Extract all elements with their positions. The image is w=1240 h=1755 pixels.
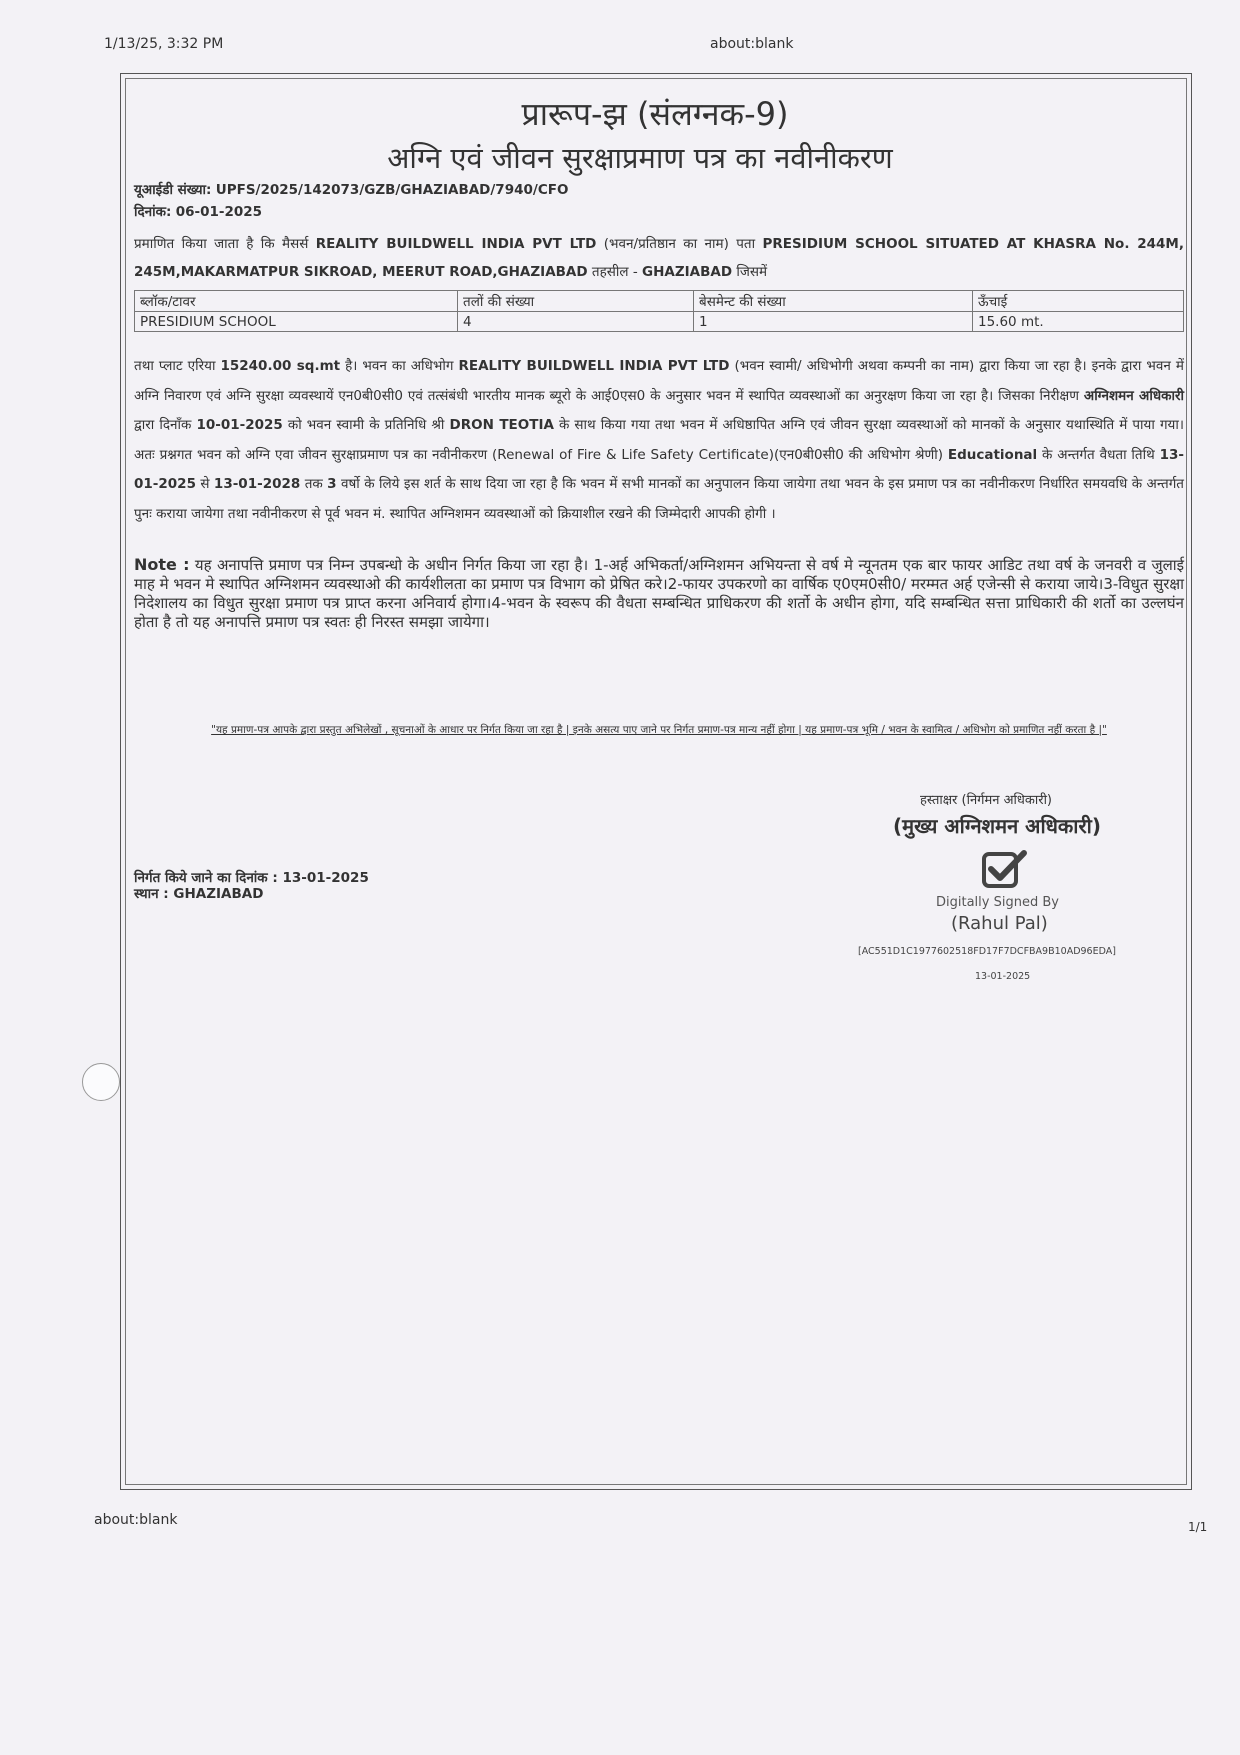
inspector: अग्निशमन अधिकारी [1083,387,1185,404]
body-text: (भवन स्वामी/ अधिभोगी अथवा कम्पनी का नाम) द्वारा किया जा रहा है। इनके द्वारा भवन में अग्नि निवारण एवं अग्नि सुरक्षा व्यवस्थायें एन0बी0सी0 एवं तत्संबंधी भारतीय मानक ब्यूरो के आई0एस0 के अनुसार भवन में स्थापित व्यवस्थाओं का अनुरक्षण किया जा रहा है। जिसका निरीक्षण [134,358,1184,404]
footer-url: about:blank [94,1512,178,1528]
issue-date-line [134,870,369,886]
issue-block [134,870,369,902]
representative-name: DRON TEOTIA [449,417,554,433]
issue-place-line [134,886,369,902]
valid-to-date: 13-01-2028 [213,476,301,492]
uid-label: यूआईडी संख्या: [134,182,212,198]
table-header: ब्लॉक/टावर [135,291,458,312]
certificate-title: अग्नि एवं जीवन सुरक्षाप्रमाण पत्र का नवीनीकरण [387,141,893,175]
issue-date-label: निर्गत किये जाने का दिनांक : [134,870,278,886]
issue-date-value: 13-01-2025 [282,870,369,886]
inspection-date: 10-01-2025 [196,417,283,433]
cert-text-2: (भवन/प्रतिष्ठान का नाम) पता [603,236,756,252]
checkbox-tick-icon [980,848,1028,890]
body-text: वर्षो के लिये इस शर्त के साथ दिया जा रहा है कि भवन में सभी मानकों का अनुपालन किया जायेगा तथा भवन के इस प्रमाण पत्र का नवीनीकरण निर्धारित समयवधि के अन्तर्गत पुनः कराया जायेगा तथा नवीनीकरण से पूर्व भवन मं. स्थापित अग्निशमन व्यवस्थाओं को क्रियाशील रखने की जिम्मेदारी आपकी होगी । [134,476,1184,522]
uid-line [134,180,568,198]
table-cell: 1 [694,312,973,332]
body-paragraph [134,352,1184,529]
body-text: के साथ किया गया तथा भवन में अधिष्ठापित अग्नि एवं जीवन सुरक्षा व्यवस्थाओं को मानकों के अनुसार यथास्थिति में पाया गया। अतः प्रश्नगत भवन को अग्नि एवा जीवन सुरक्षाप्रमाण पत्र का नवीनीकरण (Renewal of Fire & Life Safety Certificate)(एन0बी0सी0 की अधिभोग श्रेणी) [134,417,1184,463]
signer-name: (Rahul Pal) [951,913,1048,934]
plot-area: 15240.00 sq.mt [220,358,341,374]
issue-place-value: GHAZIABAD [173,886,264,902]
punch-hole [82,1063,120,1101]
body-text: है। भवन का अधिभोग [345,358,454,374]
table-cell: PRESIDIUM SCHOOL [135,312,458,332]
table-cell: 15.60 mt. [973,312,1184,332]
table-header-row [135,291,1184,312]
note-section [134,555,1184,632]
cert-text-3: जिसमें [736,264,768,280]
uid-value: UPFS/2025/142073/GZB/GHAZIABAD/7940/CFO [215,182,569,198]
body-text: तक [304,476,323,492]
address: PRESIDIUM SCHOOL SITUATED AT KHASRA No. 244M, 245M,MAKARMATPUR SIKROAD, MEERUT ROAD,GHAZIABAD [134,236,1184,280]
building-table [134,290,1184,332]
body-text: को भवन स्वामी के प्रतिनिधि श्री [287,417,445,433]
table-cell: 4 [458,312,694,332]
valid-from-date: 13-01-2025 [134,446,1184,492]
page-number: 1/1 [1188,1520,1208,1534]
occupancy-category: Educational [947,446,1038,463]
table-row [135,312,1184,332]
digital-signature-label: Digitally Signed By [936,895,1059,910]
body-text: तथा प्लाट एरिया [134,358,216,374]
certification-paragraph [134,230,1184,286]
issue-place-label: स्थान : [134,886,169,902]
note-text: यह अनापत्ति प्रमाण पत्र निम्न उपबन्धो के अधीन निर्गत किया जा रहा है। 1-अर्ह अभिकर्ता/अग्निशमन अभियन्ता से वर्ष मे न्यूनतम एक बार फायर आडिट तथा वर्ष के जनवरी व जुलाई माह मे भवन मे स्थापित अग्निशमन व्यवस्थाओ की कार्यशीलता का प्रमाण पत्र विभाग को प्रेषित करे।2-फायर उपकरणो का वार्षिक ए0एम0सी0/ मरम्मत अर्ह एजेन्सी से कराया जाये।3-विधुत सुरक्षा निदेशालय का विधुत सुरक्षा प्रमाण पत्र प्राप्त करना अनिवार्य होगा।4-भवन के स्वरूप की वैधता सम्बन्धित प्राधिकरण की शर्तो के अधीन होगा, यदि सम्बन्धित सत्ता प्राधिकारी की शर्तो का उल्लघंन होता है तो यह अनापत्ति प्रमाण पत्र स्वतः ही निरस्त समझा जायेगा। [134,556,1184,631]
body-text: के अन्तर्गत वैधता तिथि [1042,446,1155,463]
signatory-title: (मुख्य अग्निशमन अधिकारी) [893,814,1101,838]
print-url: about:blank [710,36,794,52]
table-header: तलों की संख्या [458,291,694,312]
date-value: 06-01-2025 [175,204,263,220]
signature-date: 13-01-2025 [975,971,1031,982]
tehsil-value: GHAZIABAD [642,264,733,280]
signature-hash: [AC551D1C1977602518FD17F7DCFBA9B10AD96EDA] [858,946,1116,957]
body-text: से [200,476,210,492]
occupant-name: REALITY BUILDWELL INDIA PVT LTD [458,358,730,374]
print-datetime: 1/13/25, 3:32 PM [104,36,224,52]
date-line [134,202,262,220]
date-label: दिनांक: [134,204,172,220]
form-title: प्रारूप-झ (संलग्नक-9) [521,95,789,133]
body-text: द्वारा दिनाँक [134,417,192,433]
table-header: बेसमेन्ट की संख्या [694,291,973,312]
signature-label: हस्ताक्षर (निर्गमन अधिकारी) [920,793,1053,808]
cert-text-1: प्रमाणित किया जाता है कि मैसर्स [134,236,309,252]
firm-name: REALITY BUILDWELL INDIA PVT LTD [315,236,597,252]
table-header: ऊँचाई [973,291,1184,312]
tehsil-label: तहसील - [591,264,638,280]
validity-years: 3 [327,476,337,492]
note-label: Note : [134,555,190,574]
disclaimer: "यह प्रमाण-पत्र आपके द्वारा प्रस्तुत अभिलेखों , सूचनाओं के आधार पर निर्गत किया जा रहा है | इनके असत्य पाए जाने पर निर्गत प्रमाण-पत्र मान्य नहीं होगा | यह प्रमाण-पत्र भूमि / भवन के स्वामित्व / अधिभोग को प्रमाणित नहीं करता है |" [211,724,1107,736]
